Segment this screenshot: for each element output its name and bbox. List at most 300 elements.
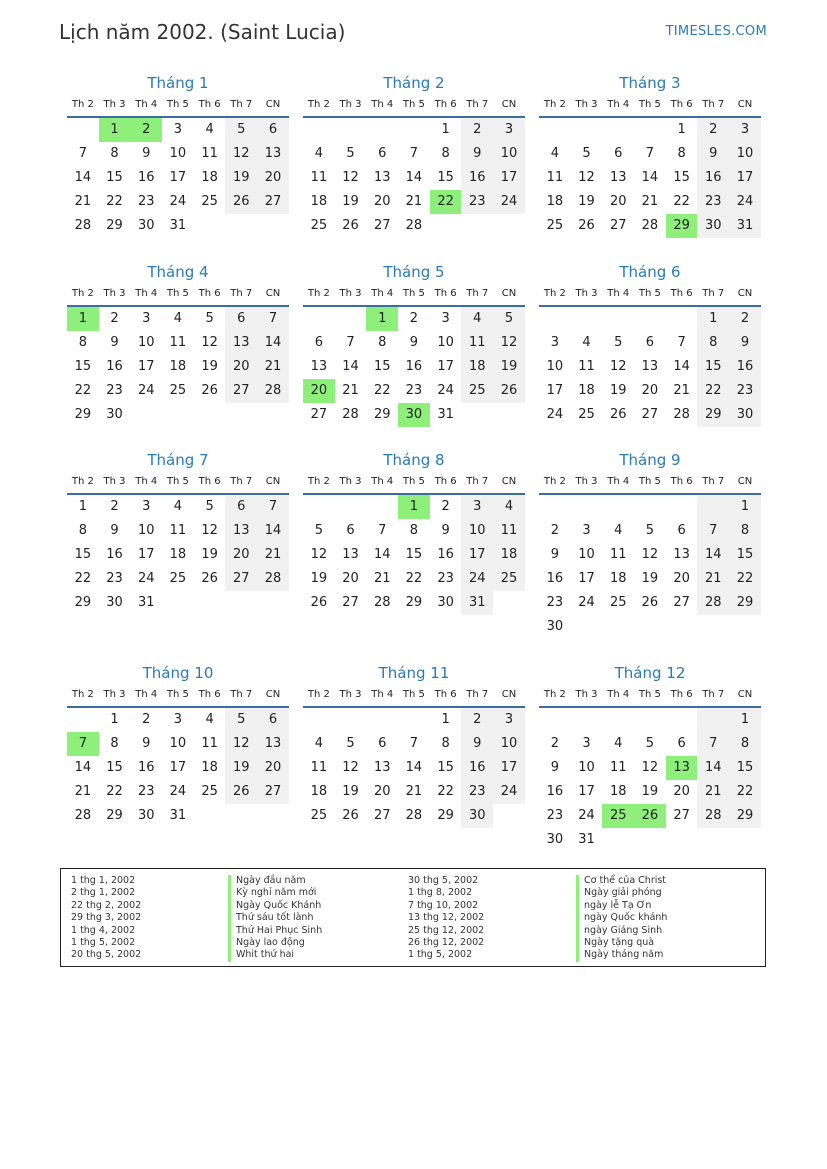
- day-cell: 20: [257, 756, 289, 780]
- week-row: [67, 214, 289, 238]
- day-cell: 22: [106, 194, 123, 209]
- day-cell: 27: [641, 407, 659, 422]
- day-cell: 10: [578, 760, 595, 775]
- empty-day-cell: [225, 804, 257, 828]
- day-cell: 16: [546, 784, 564, 799]
- weekday-label: Th 7: [702, 476, 725, 487]
- day-cell: 2: [461, 118, 493, 142]
- day-cell: 27: [257, 190, 289, 214]
- empty-day-cell: [493, 214, 525, 238]
- day-cell: 18: [461, 355, 493, 379]
- weekday-label: Th 7: [702, 689, 725, 700]
- day-cell: 7: [78, 146, 87, 161]
- weekday-label: Th 3: [575, 288, 598, 299]
- empty-day-cell: [225, 403, 257, 427]
- week-row: [67, 708, 289, 732]
- day-cell: 21: [405, 784, 423, 799]
- day-cell: 24: [578, 808, 595, 823]
- day-cell: 4: [614, 523, 623, 538]
- day-cell: 29: [697, 403, 729, 427]
- weekday-label: Th 4: [371, 689, 394, 700]
- empty-day-cell: [571, 495, 603, 519]
- day-cell: 28: [373, 595, 391, 610]
- day-cell: 23: [106, 383, 123, 398]
- holiday-date: 1 thg 1, 2002: [71, 875, 136, 886]
- day-cell: 17: [137, 359, 155, 374]
- day-cell: 17: [461, 543, 493, 567]
- day-cell: 13: [225, 519, 257, 543]
- weekday-label: Th 5: [166, 476, 189, 487]
- day-cell: 27: [673, 595, 690, 610]
- day-cell: 4: [461, 307, 493, 331]
- week-row: [303, 307, 525, 331]
- day-cell: 9: [441, 523, 450, 538]
- day-cell: 17: [578, 784, 595, 799]
- day-cell: 30: [137, 808, 155, 823]
- day-cell: 25: [602, 804, 634, 828]
- day-cell: 21: [697, 780, 729, 804]
- weekday-label: Th 3: [575, 99, 598, 110]
- day-cell: 14: [257, 331, 289, 355]
- week-row: [67, 190, 289, 214]
- day-cell: 22: [437, 784, 454, 799]
- week-row: [67, 307, 289, 331]
- day-cell: 20: [342, 571, 359, 586]
- week-row: [303, 142, 525, 166]
- day-cell: 3: [550, 335, 559, 350]
- weekday-label: Th 7: [702, 288, 725, 299]
- day-cell: 30: [437, 595, 454, 610]
- day-cell: 28: [74, 218, 92, 233]
- day-cell: 21: [373, 571, 391, 586]
- empty-day-cell: [225, 214, 257, 238]
- day-cell: 12: [578, 170, 595, 185]
- page-title: Lịch năm 2002. (Saint Lucia): [59, 20, 346, 44]
- weekday-header: [539, 283, 761, 307]
- weekday-label: Th 3: [339, 288, 362, 299]
- empty-day-cell: [602, 828, 634, 852]
- empty-day-cell: [493, 591, 525, 615]
- empty-day-cell: [571, 708, 603, 732]
- day-cell: 31: [169, 808, 187, 823]
- day-cell: 4: [493, 495, 525, 519]
- day-cell: 18: [493, 543, 525, 567]
- holiday-name: Ngày đầu năm: [236, 875, 306, 886]
- day-cell: 21: [74, 194, 92, 209]
- holiday-date: 2 thg 1, 2002: [71, 887, 136, 899]
- day-cell: 10: [137, 523, 155, 538]
- weekday-header: [303, 684, 525, 708]
- day-cell: 29: [405, 595, 423, 610]
- day-cell: 11: [578, 359, 595, 374]
- day-cell: 3: [582, 523, 591, 538]
- week-row: [539, 190, 761, 214]
- day-cell: 8: [697, 331, 729, 355]
- day-cell: 12: [493, 331, 525, 355]
- empty-day-cell: [257, 804, 289, 828]
- holiday-date: 1 thg 4, 2002: [71, 924, 136, 936]
- day-cell: 12: [225, 732, 257, 756]
- weekday-label: Th 4: [371, 99, 394, 110]
- day-cell: 24: [578, 595, 595, 610]
- day-cell: 10: [461, 519, 493, 543]
- day-cell: 14: [373, 547, 391, 562]
- day-cell: 8: [729, 732, 761, 756]
- day-cell: 11: [461, 331, 493, 355]
- month-10: [67, 662, 289, 828]
- day-cell: 25: [578, 407, 595, 422]
- day-cell: 6: [378, 736, 387, 751]
- day-cell: 24: [169, 194, 187, 209]
- day-cell: 23: [405, 383, 423, 398]
- holiday-legend: [60, 868, 766, 967]
- day-cell: 20: [225, 543, 257, 567]
- weekday-label: CN: [265, 689, 281, 700]
- weekday-label: Th 7: [702, 99, 725, 110]
- day-cell: 28: [697, 804, 729, 828]
- day-cell: 10: [578, 547, 595, 562]
- day-cell: 22: [697, 379, 729, 403]
- empty-day-cell: [303, 495, 335, 519]
- holiday-dates-col-2: [408, 875, 484, 962]
- day-cell: 4: [173, 311, 183, 326]
- week-row: [67, 166, 289, 190]
- month-title: Tháng 5: [383, 263, 445, 281]
- day-cell: 13: [225, 331, 257, 355]
- week-row: [539, 142, 761, 166]
- day-cell: 17: [729, 166, 761, 190]
- weekday-label: Th 5: [166, 99, 189, 110]
- holiday-dates-col-1: [71, 875, 141, 962]
- day-cell: 14: [641, 170, 659, 185]
- day-cell: 19: [493, 355, 525, 379]
- weekday-label: CN: [501, 288, 517, 299]
- week-row: [303, 190, 525, 214]
- day-cell: 30: [697, 214, 729, 238]
- day-cell: 23: [106, 571, 123, 586]
- week-row: [539, 591, 761, 615]
- day-cell: 1: [441, 122, 450, 137]
- weekday-header: [67, 471, 289, 495]
- empty-day-cell: [398, 118, 430, 142]
- day-cell: 1: [366, 307, 398, 331]
- day-cell: 30: [546, 832, 564, 847]
- day-cell: 26: [201, 383, 218, 398]
- day-cell: 8: [729, 519, 761, 543]
- weekday-label: Th 3: [339, 99, 362, 110]
- day-cell: 27: [373, 218, 391, 233]
- day-cell: 15: [437, 760, 454, 775]
- day-cell: 26: [634, 804, 666, 828]
- empty-day-cell: [634, 495, 666, 519]
- weekday-label: Th 2: [71, 288, 94, 299]
- day-cell: 25: [461, 379, 493, 403]
- day-cell: 13: [373, 760, 391, 775]
- day-cell: 26: [342, 218, 359, 233]
- day-cell: 27: [373, 808, 391, 823]
- week-row: [67, 591, 289, 615]
- day-cell: 16: [405, 359, 423, 374]
- day-cell: 25: [201, 194, 218, 209]
- day-cell: 6: [614, 146, 623, 161]
- day-cell: 16: [137, 760, 155, 775]
- day-cell: 18: [310, 784, 328, 799]
- day-cell: 26: [493, 379, 525, 403]
- day-cell: 21: [641, 194, 659, 209]
- day-cell: 4: [173, 499, 183, 514]
- day-cell: 6: [645, 335, 655, 350]
- month-1: [67, 72, 289, 238]
- week-row: [539, 567, 761, 591]
- day-cell: 21: [257, 355, 289, 379]
- week-row: [539, 379, 761, 403]
- day-cell: 28: [257, 567, 289, 591]
- weekday-label: Th 3: [339, 476, 362, 487]
- day-cell: 22: [106, 784, 123, 799]
- weekday-label: Th 7: [230, 288, 253, 299]
- day-cell: 18: [609, 784, 627, 799]
- weekday-label: CN: [737, 689, 753, 700]
- empty-day-cell: [67, 708, 99, 732]
- weekday-label: Th 2: [307, 689, 330, 700]
- day-cell: 1: [67, 307, 99, 331]
- weekday-label: Th 5: [638, 476, 661, 487]
- day-cell: 3: [461, 495, 493, 519]
- weekday-label: Th 7: [466, 99, 489, 110]
- day-cell: 26: [225, 780, 257, 804]
- holiday-date: 1 thg 8, 2002: [408, 887, 473, 899]
- weekday-label: Th 2: [543, 689, 566, 700]
- day-cell: 7: [346, 335, 355, 350]
- day-cell: 8: [677, 146, 686, 161]
- weekday-label: Th 6: [434, 99, 457, 110]
- day-cell: 3: [173, 122, 183, 137]
- day-cell: 20: [257, 166, 289, 190]
- week-row: [539, 214, 761, 238]
- holiday-date: 7 thg 10, 2002: [408, 899, 479, 911]
- day-cell: 12: [641, 760, 659, 775]
- day-cell: 8: [409, 523, 419, 538]
- day-cell: 9: [110, 335, 119, 350]
- weekday-label: Th 5: [402, 99, 425, 110]
- day-cell: 4: [550, 146, 559, 161]
- day-cell: 12: [310, 547, 328, 562]
- weekday-label: Th 2: [543, 288, 566, 299]
- day-cell: 25: [169, 383, 187, 398]
- empty-day-cell: [366, 708, 398, 732]
- weekday-label: Th 6: [670, 288, 693, 299]
- day-cell: 30: [398, 403, 430, 427]
- day-cell: 18: [310, 194, 328, 209]
- month-4: [67, 261, 289, 427]
- day-cell: 21: [74, 784, 92, 799]
- day-cell: 28: [257, 379, 289, 403]
- day-cell: 5: [225, 118, 257, 142]
- day-cell: 21: [342, 383, 359, 398]
- day-cell: 2: [409, 311, 419, 326]
- day-cell: 7: [697, 732, 729, 756]
- day-cell: 6: [346, 523, 355, 538]
- week-row: [539, 615, 761, 639]
- day-cell: 9: [550, 760, 559, 775]
- day-cell: 19: [641, 784, 659, 799]
- day-cell: 15: [106, 170, 123, 185]
- day-cell: 29: [729, 591, 761, 615]
- empty-day-cell: [303, 307, 335, 331]
- day-cell: 23: [729, 379, 761, 403]
- day-cell: 19: [342, 194, 359, 209]
- week-row: [303, 403, 525, 427]
- week-row: [67, 495, 289, 519]
- day-cell: 5: [493, 307, 525, 331]
- weekday-label: CN: [737, 99, 753, 110]
- empty-day-cell: [194, 804, 226, 828]
- empty-day-cell: [571, 615, 603, 639]
- empty-day-cell: [539, 118, 571, 142]
- weekday-label: CN: [501, 689, 517, 700]
- day-cell: 12: [342, 170, 359, 185]
- day-cell: 20: [303, 379, 335, 403]
- day-cell: 4: [614, 736, 623, 751]
- day-cell: 19: [342, 784, 359, 799]
- weekday-label: Th 4: [135, 476, 158, 487]
- day-cell: 25: [310, 218, 328, 233]
- empty-day-cell: [335, 118, 367, 142]
- day-cell: 16: [106, 547, 123, 562]
- weekday-label: Th 7: [466, 689, 489, 700]
- day-cell: 14: [257, 519, 289, 543]
- day-cell: 19: [641, 571, 659, 586]
- empty-day-cell: [225, 591, 257, 615]
- day-cell: 31: [461, 591, 493, 615]
- weekday-label: Th 3: [575, 476, 598, 487]
- day-cell: 28: [697, 591, 729, 615]
- day-cell: 1: [110, 712, 119, 727]
- month-title: Tháng 6: [619, 263, 681, 281]
- holiday-name: Whit thứ hai: [236, 949, 295, 961]
- day-cell: 6: [257, 118, 289, 142]
- day-cell: 7: [257, 307, 289, 331]
- week-row: [539, 732, 761, 756]
- day-cell: 24: [546, 407, 564, 422]
- day-cell: 5: [314, 523, 323, 538]
- day-cell: 17: [169, 760, 187, 775]
- month-title: Tháng 3: [619, 74, 681, 92]
- day-cell: 22: [373, 383, 391, 398]
- day-cell: 24: [493, 780, 525, 804]
- day-cell: 11: [201, 146, 218, 161]
- weekday-label: Th 2: [71, 689, 94, 700]
- week-row: [67, 519, 289, 543]
- weekday-label: Th 6: [434, 689, 457, 700]
- holiday-names-col-1: [228, 875, 322, 962]
- day-cell: 16: [546, 571, 564, 586]
- week-row: [303, 732, 525, 756]
- weekday-label: Th 2: [543, 99, 566, 110]
- holiday-name: ngày lễ Tạ Ơn: [584, 899, 652, 911]
- day-cell: 9: [409, 335, 419, 350]
- day-cell: 24: [169, 784, 187, 799]
- day-cell: 21: [673, 383, 690, 398]
- holiday-date: 20 thg 5, 2002: [71, 949, 142, 961]
- day-cell: 15: [74, 359, 92, 374]
- empty-day-cell: [335, 708, 367, 732]
- week-row: [303, 756, 525, 780]
- day-cell: 25: [493, 567, 525, 591]
- weekday-label: Th 2: [71, 476, 94, 487]
- weekday-label: CN: [737, 476, 753, 487]
- empty-day-cell: [666, 495, 698, 519]
- day-cell: 19: [201, 359, 218, 374]
- month-title: Tháng 2: [383, 74, 445, 92]
- weekday-label: Th 2: [543, 476, 566, 487]
- day-cell: 13: [373, 170, 391, 185]
- site-brand-link[interactable]: TIMESLES.COM: [665, 24, 767, 39]
- day-cell: 28: [342, 407, 359, 422]
- weekday-label: Th 4: [607, 476, 630, 487]
- day-cell: 29: [106, 808, 123, 823]
- day-cell: 31: [437, 407, 454, 422]
- weekday-label: CN: [265, 99, 281, 110]
- day-cell: 17: [493, 166, 525, 190]
- day-cell: 15: [437, 170, 454, 185]
- day-cell: 22: [74, 383, 92, 398]
- day-cell: 11: [310, 760, 328, 775]
- day-cell: 10: [169, 146, 187, 161]
- day-cell: 31: [137, 595, 155, 610]
- day-cell: 18: [578, 383, 595, 398]
- weekday-label: Th 5: [638, 689, 661, 700]
- empty-day-cell: [303, 708, 335, 732]
- day-cell: 27: [673, 808, 690, 823]
- weekday-label: Th 7: [230, 689, 253, 700]
- empty-day-cell: [461, 403, 493, 427]
- week-row: [539, 118, 761, 142]
- day-cell: 2: [110, 499, 119, 514]
- empty-day-cell: [697, 615, 729, 639]
- day-cell: 13: [310, 359, 328, 374]
- empty-day-cell: [194, 403, 226, 427]
- day-cell: 10: [437, 335, 454, 350]
- day-cell: 15: [673, 170, 690, 185]
- day-cell: 19: [201, 547, 218, 562]
- day-cell: 22: [405, 571, 423, 586]
- empty-day-cell: [303, 118, 335, 142]
- day-cell: 6: [225, 307, 257, 331]
- day-cell: 5: [346, 146, 355, 161]
- day-cell: 25: [310, 808, 328, 823]
- weekday-header: [303, 94, 525, 118]
- week-row: [539, 331, 761, 355]
- month-title: Tháng 12: [614, 664, 686, 682]
- empty-day-cell: [539, 307, 571, 331]
- day-cell: 30: [106, 407, 123, 422]
- weekday-label: Th 6: [434, 288, 457, 299]
- day-cell: 29: [74, 595, 92, 610]
- week-row: [539, 756, 761, 780]
- weekday-label: Th 2: [71, 99, 94, 110]
- empty-day-cell: [67, 118, 99, 142]
- day-cell: 1: [398, 495, 430, 519]
- day-cell: 20: [673, 571, 690, 586]
- day-cell: 3: [441, 311, 450, 326]
- weekday-label: Th 5: [402, 476, 425, 487]
- month-12: [539, 662, 761, 852]
- month-title: Tháng 11: [378, 664, 450, 682]
- holiday-date: 30 thg 5, 2002: [408, 875, 479, 886]
- weekday-label: Th 3: [103, 99, 126, 110]
- day-cell: 2: [110, 311, 119, 326]
